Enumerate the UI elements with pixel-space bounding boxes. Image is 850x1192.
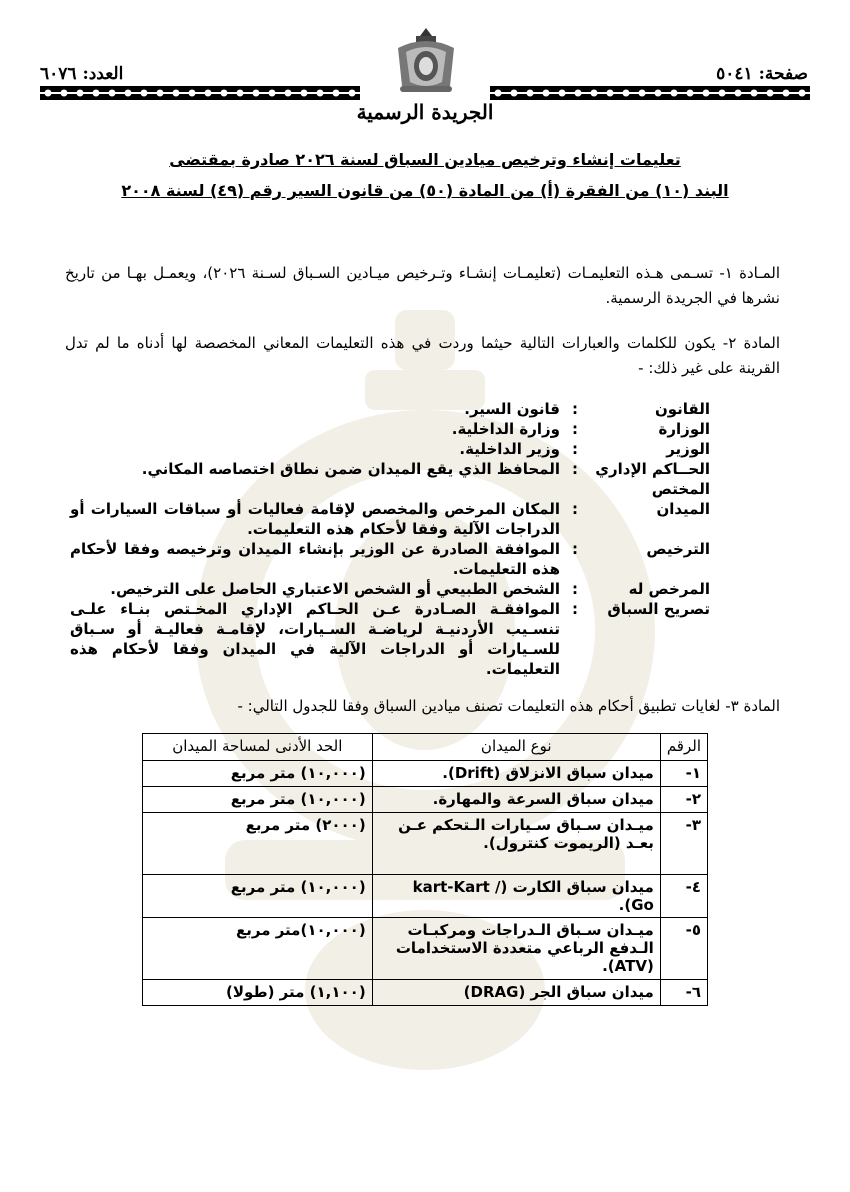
definition-term: الوزير (666, 440, 710, 458)
row-number: ١- (660, 761, 707, 787)
page-number: صفحة: ٥٠٤١ (716, 64, 808, 84)
definition-colon: : (572, 600, 578, 618)
definition-colon: : (572, 460, 578, 478)
definition-text: المكان المرخص والمخصص لإقامة فعاليات أو سباقات السيارات أو الدراجات الآلية وفقا لأحكام هذه التعليمات. (70, 500, 560, 538)
definition-row (70, 399, 710, 419)
article-2: المادة ٢- يكون للكلمات والعبارات التالية حيثما وردت في هذه التعليمات المعاني المخصصة لها أدناه ما لم تدل القرينة على غير ذلك: - (65, 334, 780, 377)
definition-text: الموافقة الصادرة عن الوزير بإنشاء الميدان وترخيصه وفقا لأحكام هذه التعليمات. (70, 540, 560, 578)
row-number: ٤- (660, 875, 707, 918)
gazette-name: الجريدة الرسمية (356, 100, 494, 124)
table-row (143, 980, 708, 1006)
definition-row (70, 459, 710, 499)
definition-colon: : (572, 440, 578, 458)
row-number: ٣- (660, 813, 707, 875)
row-min-area: (١٠,٠٠٠) متر مربع (143, 761, 373, 787)
row-track-type: ميـدان سـباق الـدراجات ومركبـات الـدفع الرباعي متعددة الاستخدامات (ATV). (372, 918, 660, 980)
definition-term: الحــاكم الإداري المختص (595, 460, 710, 498)
table-row (143, 761, 708, 787)
row-track-type: ميدان سباق السرعة والمهارة. (372, 787, 660, 813)
definition-term: الميدان (656, 500, 710, 518)
definition-colon: : (572, 400, 578, 418)
definition-row (70, 419, 710, 439)
definition-row (70, 599, 710, 679)
definition-text: الموافقـة الصـادرة عـن الحـاكم الإداري المخـتص بنـاء علـى تنسـيب الأردنيـة لرياضـة السـيارات، لإقامـة فعاليـة أو سـباق للسـيارات أو الدراجات الآلية في الميدان وفقا لأحكام هذه التعليمات. (70, 600, 560, 678)
definition-term: القانون (654, 400, 710, 418)
row-number: ٢- (660, 787, 707, 813)
row-min-area: (٢٠٠٠) متر مربع (143, 813, 373, 875)
row-number: ٥- (660, 918, 707, 980)
row-min-area: (١,١٠٠) متر (طولا) (143, 980, 373, 1006)
row-min-area: (١٠,٠٠٠) متر مربع (143, 875, 373, 918)
header-track-type: نوع الميدان (372, 734, 660, 761)
definition-row (70, 539, 710, 579)
definition-row (70, 579, 710, 599)
header-min-area: الحد الأدنى لمساحة الميدان (143, 734, 373, 761)
definition-colon: : (572, 540, 578, 558)
definition-text: وزير الداخلية. (459, 440, 560, 458)
row-track-type: ميدان سباق الانزلاق (Drift). (372, 761, 660, 787)
table-header-row (143, 734, 708, 761)
row-min-area: (١٠,٠٠٠)متر مربع (143, 918, 373, 980)
jordan-coat-of-arms-icon (392, 26, 460, 98)
document-title-line-1: تعليمات إنشاء وترخيص ميادين السباق لسنة ٢٠٢٦ صادرة بمقتضى (169, 150, 681, 169)
row-track-type: ميدان سباق الكارت (kart-Kart / Go). (372, 875, 660, 918)
definition-text: الشخص الطبيعي أو الشخص الاعتباري الحاصل على الترخيص. (110, 580, 560, 598)
race-track-classification-table (142, 733, 708, 1006)
definitions-list (70, 399, 710, 679)
knot-ornament-icon (490, 86, 810, 100)
row-min-area: (١٠,٠٠٠) متر مربع (143, 787, 373, 813)
definition-row (70, 439, 710, 459)
definition-term: الوزارة (658, 420, 710, 438)
header-number: الرقم (660, 734, 707, 761)
definition-term: الترخيص (646, 540, 710, 558)
definition-colon: : (572, 420, 578, 438)
definition-term: تصريح السباق (607, 600, 710, 618)
definition-colon: : (572, 500, 578, 518)
issue-number: العدد: ٦٠٧٦ (40, 64, 124, 84)
article-1: المـادة ١- تسـمى هـذه التعليمـات (تعليمـات إنشـاء وتـرخيص ميـادين السـباق لسـنة ٢٠٢٦)، ويعمـل بهـا من تاريخ نشرها في الجريدة الرسمية. (65, 264, 780, 307)
table-row (143, 918, 708, 980)
document-title-line-2: البند (١٠) من الفقرة (أ) من المادة (٥٠) من قانون السير رقم (٤٩) لسنة ٢٠٠٨ (121, 181, 729, 200)
definition-row (70, 499, 710, 539)
row-track-type: ميدان سباق الجر (DRAG) (372, 980, 660, 1006)
table-row (143, 875, 708, 918)
definition-colon: : (572, 580, 578, 598)
table-row (143, 813, 708, 875)
knot-ornament-icon (40, 86, 360, 100)
row-number: ٦- (660, 980, 707, 1006)
table-row (143, 787, 708, 813)
definition-term: المرخص له (628, 580, 710, 598)
row-track-type: ميـدان سـباق سـيارات الـتحكم عـن بعـد (الريموت كنترول). (372, 813, 660, 875)
definition-text: وزارة الداخلية. (451, 420, 560, 438)
definition-text: المحافظ الذي يقع الميدان ضمن نطاق اختصاصه المكاني. (141, 460, 560, 478)
article-3: المادة ٣- لغايات تطبيق أحكام هذه التعليمات تصنف ميادين السباق وفقا للجدول التالي: - (237, 697, 780, 715)
definition-text: قانون السير. (464, 400, 560, 418)
